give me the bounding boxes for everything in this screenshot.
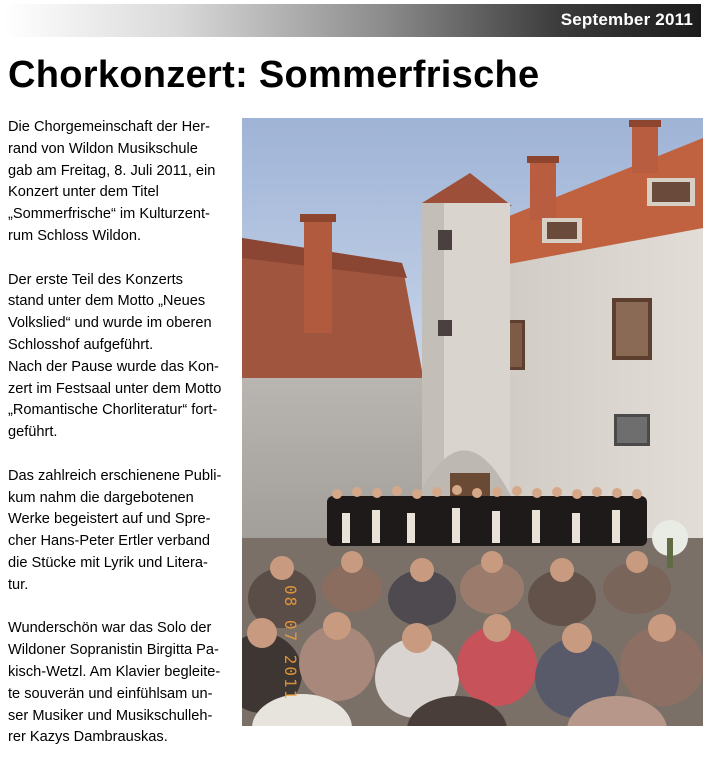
paragraph-1: Die Chorgemeinschaft der Her- rand von Wildon Musikschule gab am Freitag, 8. Juli 2011, ein Konzert unter dem Titel „Sommerfrische“ im Kulturzent- rum Schloss Wildon. xyxy=(8,119,216,244)
paragraph-4: Wunderschön war das Solo der Wildoner Sopranistin Birgitta Pa- kisch-Wetzl. Am Klavier begleite- te souverän und einfühlsam un- ser Musiker und Musikschulleh- rer Kazys Dambrauskas. xyxy=(8,620,221,746)
concert-photo xyxy=(242,118,703,726)
paragraph-3: Das zahlreich erschienene Publi- kum nahm die dargebotenen Werke begeistert auf und Spre- cher Hans-Peter Ertler verband die Stücke mit Lyrik und Litera- tur. xyxy=(8,467,222,593)
article-title: Chorkonzert: Sommerfrische xyxy=(8,54,540,96)
header-bar xyxy=(4,4,701,37)
paragraph-2: Der erste Teil des Konzerts stand unter dem Motto „Neues Volkslied“ und wurde im oberen Schlosshof aufgeführt. Nach der Pause wurde das Kon- zert im Festsaal unter dem Motto „Romantische Chorliteratur“ fort- geführt. xyxy=(8,271,222,441)
article-body xyxy=(8,117,230,771)
issue-date: September 2011 xyxy=(560,10,693,29)
photo-date-stamp: 08 07 2011 xyxy=(281,585,300,702)
castle-courtyard-illustration xyxy=(242,118,703,726)
